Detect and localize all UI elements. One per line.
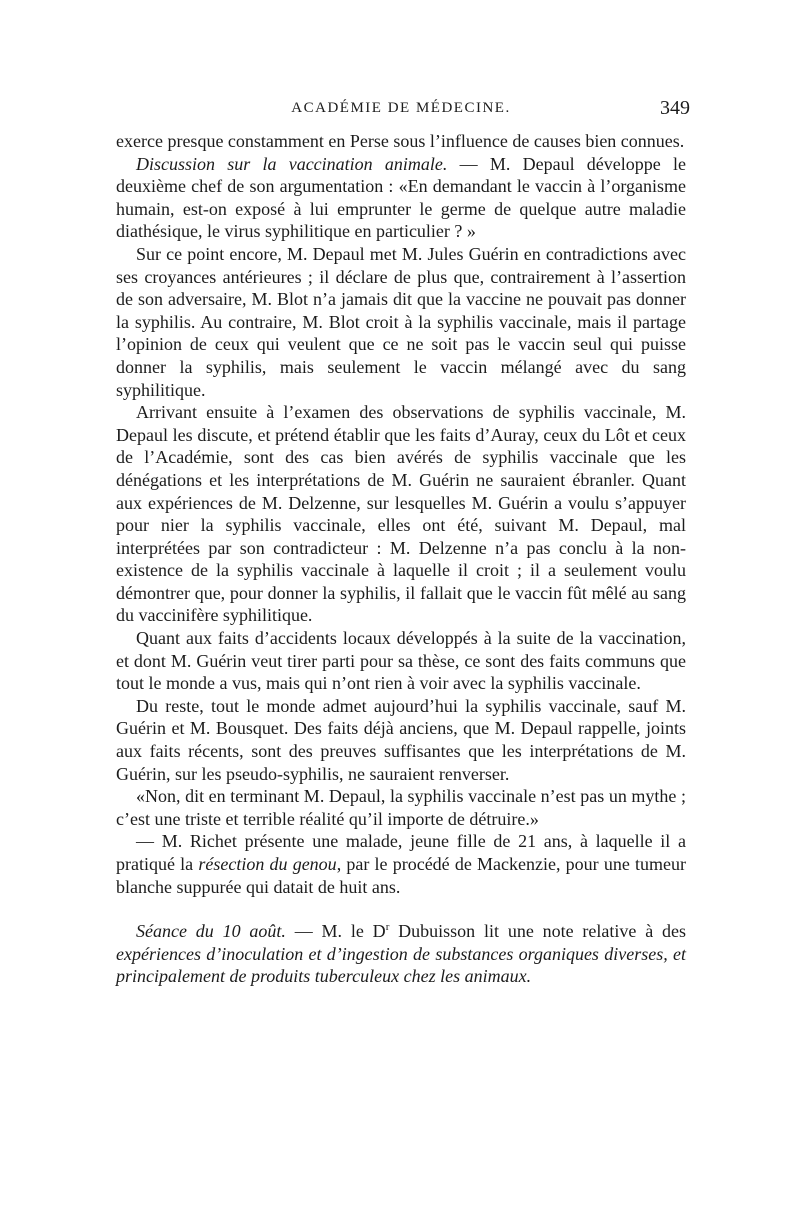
paragraph-text: , par le procédé de Mackenzie, pour une tumeur blanche suppurée qui datait de huit ans. <box>116 854 687 897</box>
paragraph: Arrivant ensuite à l’examen des observations de syphilis vaccinale, M. Depaul les discute, et prétend établir que les faits d’Auray, ceux du Lôt et ceux de l’Académie, sont des cas bien avérés de syphilis vaccinale que les dénégations et les interprétations de M. Guérin ne sauraient ébranler. Quant aux expériences de M. Delzenne, sur lesquelles M. Guérin a voulu s’appuyer pour nier la syphilis vaccinale, elles ont été, suivant M. Depaul, mal interprétées par son contradicteur : M. Delzenne n’a pas conclu à la non-existence de la syphilis vaccinale à laquelle il croit ; il a seulement voulu démontrer que, pour donner la syphilis, il fallait que le vaccin fût mêlé au sang du vaccinifère syphilitique. <box>116 402 686 626</box>
paragraph-quote: «Non, dit en terminant M. Depaul, la syphilis vaccinale n’est pas un mythe ; c’est une triste et terrible réalité qu’il importe de détruire.» <box>116 786 686 829</box>
page-body <box>116 130 686 988</box>
session-note <box>116 920 686 988</box>
paragraph-discussion <box>116 153 686 243</box>
paragraph-text: — M. Richet présente une malade, jeune fille de 21 ans, à laquelle il a pratiqué la <box>116 831 686 874</box>
section-heading: Discussion sur la vaccination animale. <box>136 153 448 174</box>
paragraph: Quant aux faits d’accidents locaux développés à la suite de la vaccination, et dont M. Guérin veut tirer parti pour sa thèse, ce sont des faits communs que tout le monde a vus, mais qui n’ont rien à voir avec la syphilis vaccinale. <box>116 628 686 694</box>
superscript: r <box>385 921 390 934</box>
running-title: ACADÉMIE DE MÉDECINE. <box>291 100 511 116</box>
page-header <box>116 97 690 124</box>
note-text: — M. le D <box>285 921 386 942</box>
page-number: 349 <box>660 97 690 119</box>
session-heading: Séance du 10 août. <box>136 921 286 942</box>
paragraph: exerce presque constamment en Perse sous l’influence de causes bien connues. <box>116 131 685 151</box>
note-title: expériences d’inoculation et d’ingestion de substances organiques diverses, et principalement de produits tuberculeux chez les animaux. <box>116 943 686 987</box>
paragraph: Du reste, tout le monde admet aujourd’hui la syphilis vaccinale, sauf M. Guérin et M. Bousquet. Des faits déjà anciens, que M. Depaul rappelle, joints aux faits récents, sont des preuves suffisantes que les interprétations de M. Guérin, sur les pseudo-syphilis, ne sauraient renverser. <box>116 695 686 784</box>
paragraph-richet <box>116 830 686 898</box>
emphasis: résection du genou <box>198 854 337 874</box>
note-text: Dubuisson lit une note relative à des <box>389 921 687 942</box>
paragraph-text: — M. Depaul développe le deuxième chef de son argumentation : «En demandant le vaccin à l’organisme humain, est-on exposé à lui emprunter le germe de quelque autre maladie diathésique, le virus syphilitique en particulier ? » <box>116 153 686 242</box>
paragraph: Sur ce point encore, M. Depaul met M. Jules Guérin en contradictions avec ses croyances antérieures ; il déclare de plus que, contrairement à l’assertion de son adversaire, M. Blot n’a jamais dit que la vaccine ne pouvait pas donner la syphilis. Au contraire, M. Blot croit à la syphilis vaccinale, mais il partage l’opinion de ceux qui veulent que ce ne soit pas le vaccin seul qui puisse donner la syphilis, mais seulement le vaccin mélangé avec du sang syphilitique. <box>116 243 686 400</box>
